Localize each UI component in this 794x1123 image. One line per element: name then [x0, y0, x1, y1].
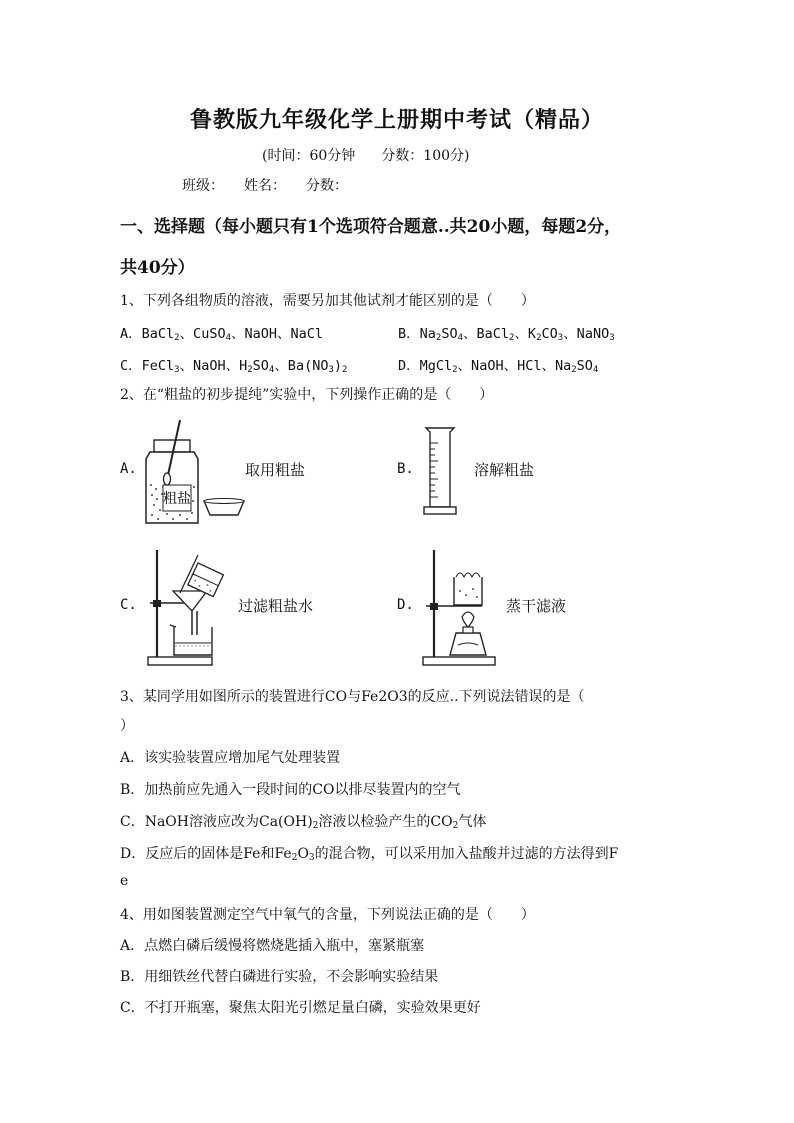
name-label: 姓名：: [244, 178, 286, 194]
section-heading-line1: 一、选择题（每小题只有1个选项符合题意..共20小题，每题2分，: [120, 217, 622, 237]
q2-figure-d-evaporation-setup: [420, 545, 500, 670]
q1-option-c: C．FeCl$_3$、NaOH、$H_2SO_4$、$Ba(NO_3)_2$: [120, 358, 348, 375]
q2-figure-a-caption: 取用粗盐: [245, 461, 306, 479]
q2-figure-d-caption: 蒸干滤液: [506, 597, 567, 615]
score-label: 分数：: [306, 178, 348, 194]
exam-time: (时间：60分钟: [262, 148, 356, 164]
q3-option-b: B．加热前应先通入一段时间的CO以排尽装置内的空气: [120, 782, 461, 798]
q2-figure-c-label: C.: [120, 597, 137, 613]
q4-option-a: A．点燃白磷后缓慢将燃烧匙插入瓶中，塞紧瓶塞: [120, 938, 425, 954]
section-heading-line2: 共40分）: [120, 258, 195, 278]
q2-figure-c-caption: 过滤粗盐水: [238, 597, 314, 615]
q3-option-d: D．反应后的固体是Fe和$Fe_2O_3$的混合物，可以采用加入盐酸并过滤的方法得到F: [120, 846, 619, 863]
jar-label-text: 粗盐: [163, 491, 191, 507]
exam-subtitle: [262, 145, 469, 165]
q2-figure-c-filtration-setup: [140, 545, 240, 670]
q1-option-b: B．$Na_2SO_4$、BaCl$_2$、$K_2CO_3$、NaNO$_3$: [398, 326, 615, 343]
q3-option-d-line2: e: [120, 873, 129, 889]
q1-option-d: D．MgCl$_2$、NaOH、HCl、$Na_2SO_4$: [398, 358, 599, 375]
q2-figure-d-label: D.: [397, 597, 414, 613]
student-info: [182, 175, 368, 195]
q2-figure-b-label: B.: [397, 461, 414, 477]
q2-figure-a-label: A.: [120, 461, 137, 477]
q4-option-b: B．用细铁丝代替白磷进行实验，不会影响实验结果: [120, 969, 439, 985]
q3-stem-line1: 3、某同学用如图所示的装置进行CO与Fe2O3的反应..下列说法错误的是（: [120, 689, 585, 705]
q3-stem-line2: ）: [120, 718, 134, 734]
q2-figure-b-caption: 溶解粗盐: [474, 461, 535, 479]
q1-stem: 1、下列各组物质的溶液，需要另加其他试剂才能区别的是（ ）: [120, 293, 535, 309]
q3-option-c: C．NaOH溶液应改为$Ca(OH)_2$溶液以检验产生的$CO_2$气体: [120, 814, 487, 831]
q4-stem: 4、用如图装置测定空气中氧气的含量，下列说法正确的是（ ）: [120, 907, 535, 923]
class-label: 班级：: [182, 178, 224, 194]
q3-option-a: A．该实验装置应增加尾气处理装置: [120, 750, 341, 766]
q2-stem: 2、在“粗盐的初步提纯”实验中，下列操作正确的是（ ）: [120, 387, 494, 403]
q2-figure-a-jar-spoon: [140, 415, 250, 530]
exam-total-score: 分数：100分): [381, 148, 470, 164]
q2-figure-b-graduated-cylinder: [420, 425, 460, 520]
q4-option-c: C．不打开瓶塞，聚焦太阳光引燃足量白磷，实验效果更好: [120, 1000, 481, 1016]
page-title: 鲁教版九年级化学上册期中考试（精品）: [189, 107, 604, 133]
q1-option-a: A．BaCl$_2$、CuSO$_4$、NaOH、NaCl: [120, 326, 324, 343]
